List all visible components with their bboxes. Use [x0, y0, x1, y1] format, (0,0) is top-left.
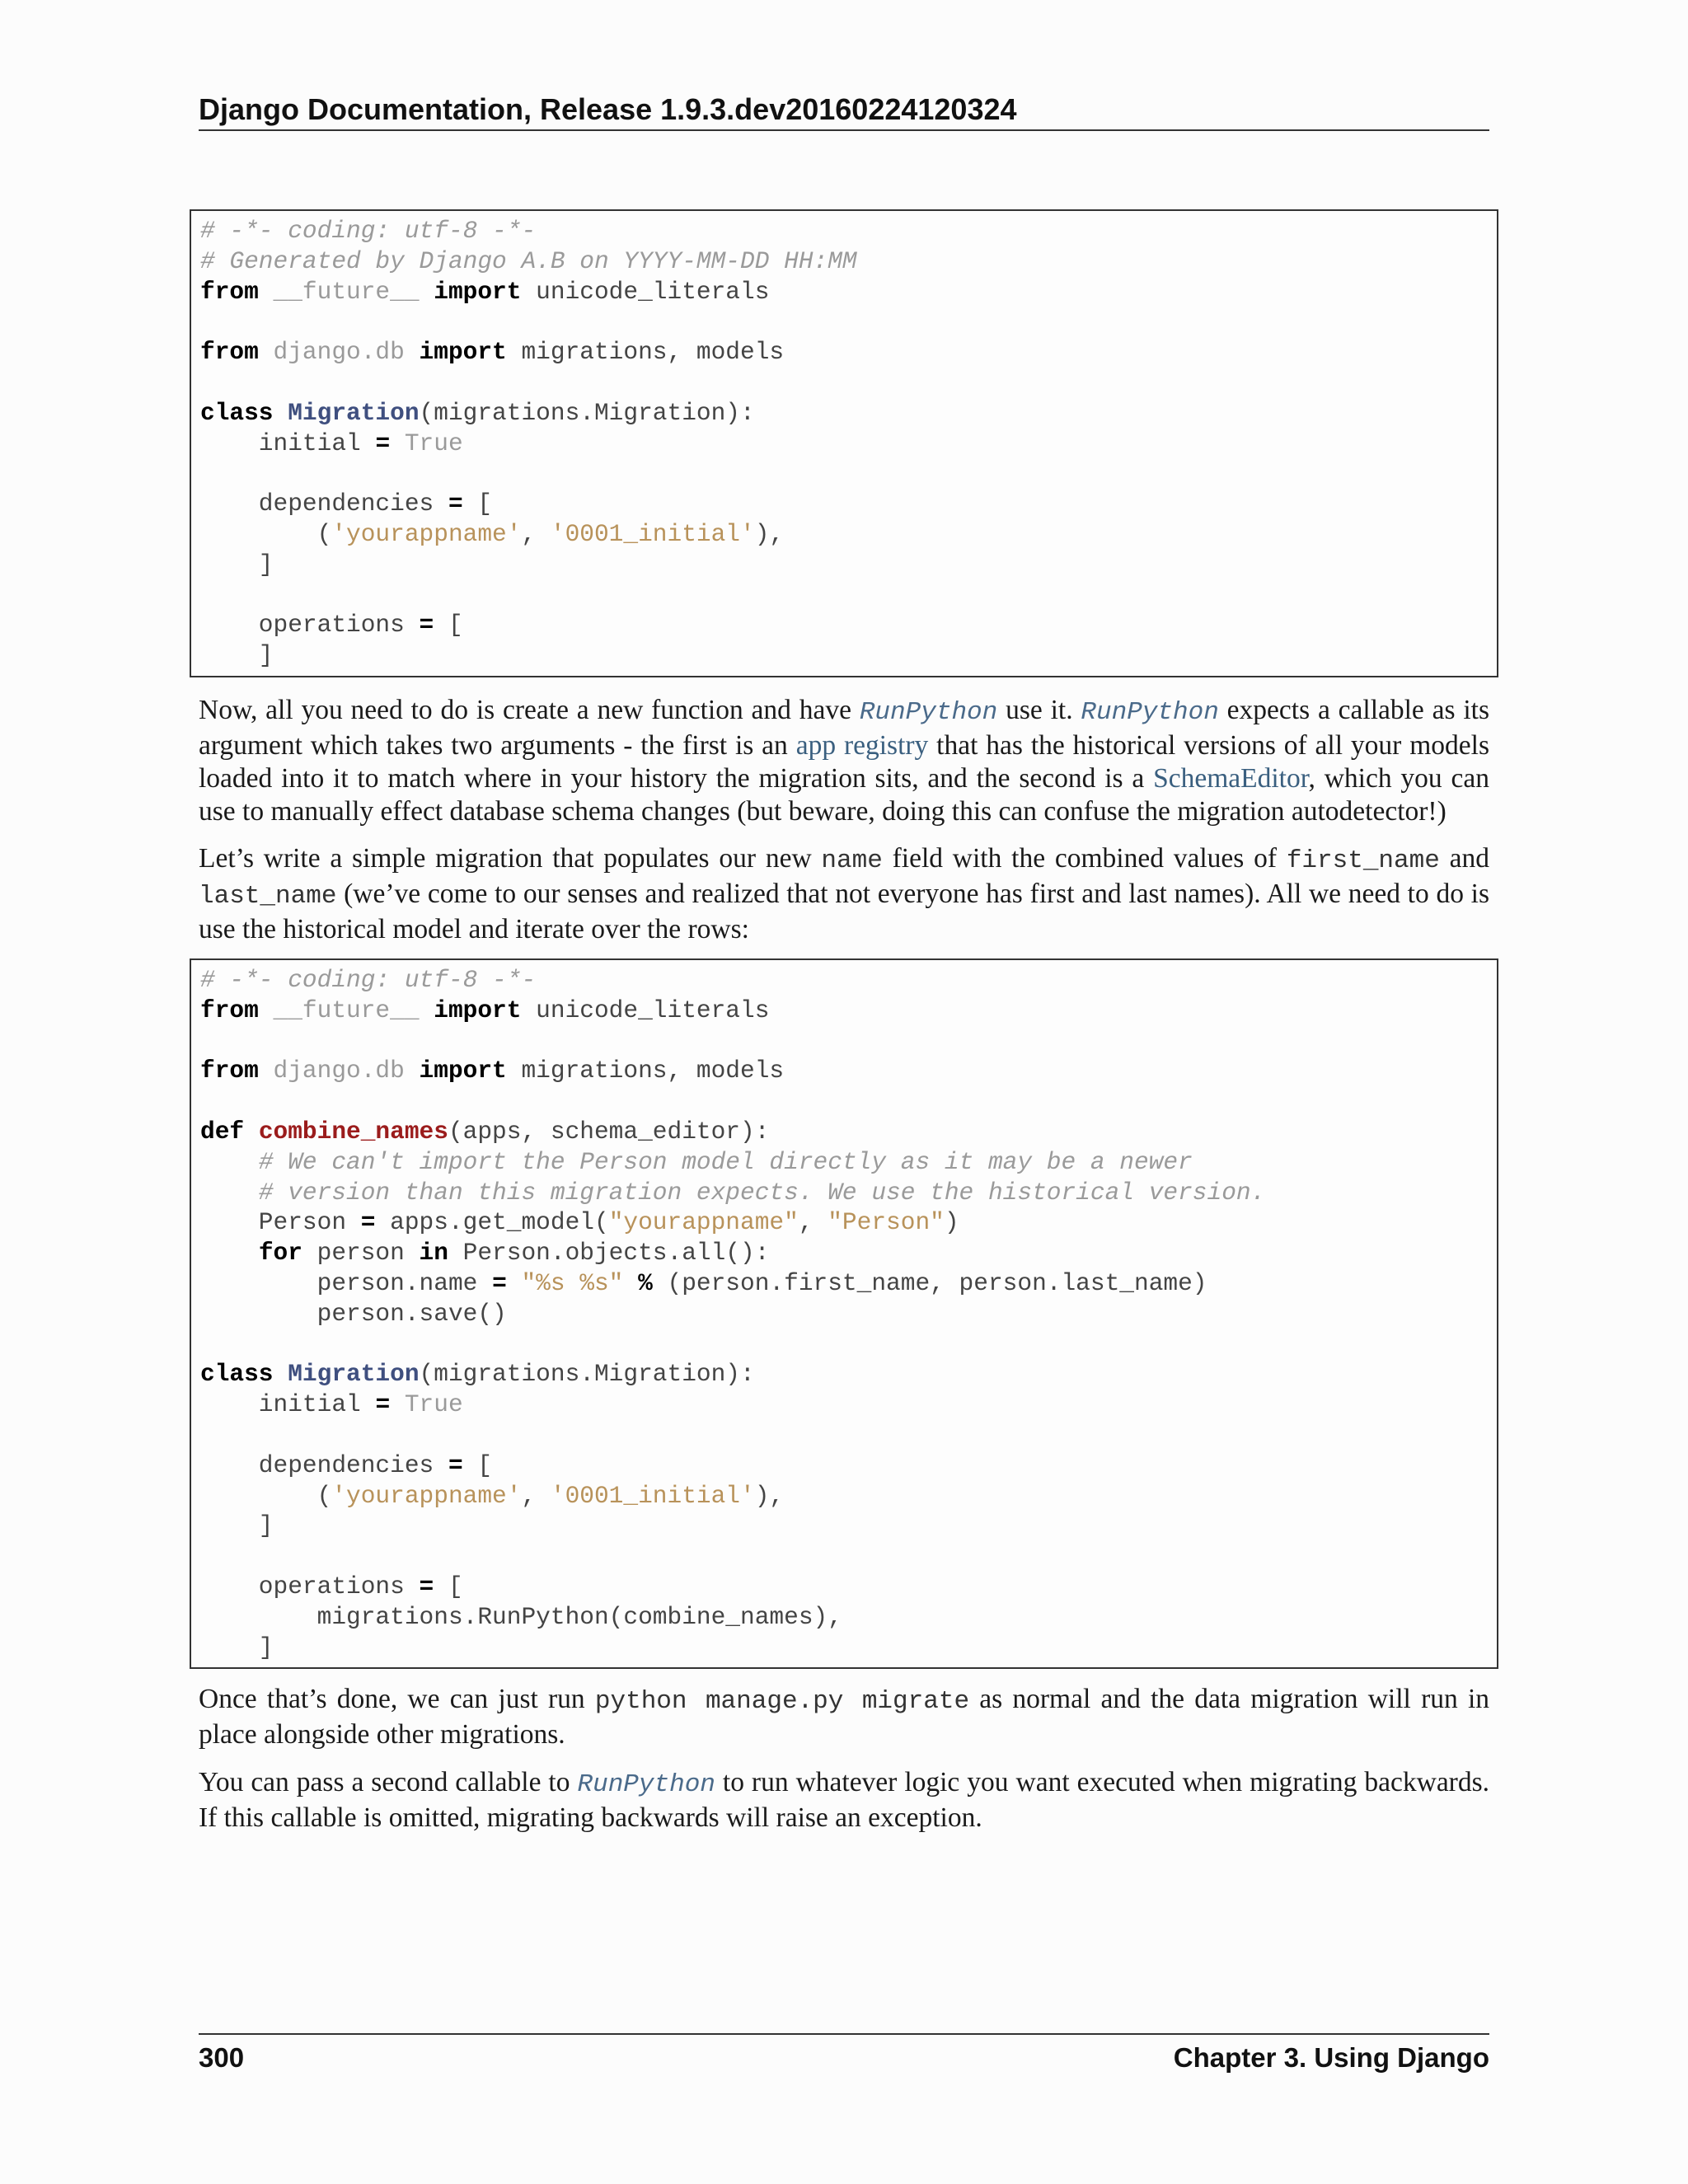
code-line — [200, 640, 1488, 671]
code-function-name: combine_names — [258, 1117, 448, 1146]
code-builtin: True — [404, 1390, 463, 1419]
paragraph-text: that has the historical versions of all your models loaded into it to match where in your history the migration sits, and the second is a — [199, 730, 1489, 794]
code-builtin: __future__ — [273, 996, 420, 1024]
code-keyword: = — [419, 611, 434, 640]
code-string: "%s %s" — [521, 1268, 624, 1297]
paragraph-text: field with the combined values of — [882, 843, 1287, 874]
code-line — [200, 1390, 1488, 1420]
code-text: dependencies — [200, 490, 448, 518]
chapter-title: Chapter 3. Using Django — [1173, 2042, 1489, 2073]
page-number: 300 — [199, 2042, 245, 2073]
code-text: person.save() — [200, 1299, 507, 1328]
code-string: 'yourappname' — [331, 519, 522, 548]
code-text: , — [521, 519, 551, 548]
code-text: [ — [462, 1451, 493, 1479]
code-text: operations — [200, 611, 420, 640]
code-text: Person.objects.all(): — [448, 1239, 770, 1268]
code-string: '0001_initial' — [550, 1481, 755, 1510]
code-text — [390, 1390, 405, 1418]
code-text — [507, 1269, 522, 1297]
paragraph-text: and — [1439, 843, 1489, 874]
code-line — [200, 337, 1488, 368]
code-text — [200, 1148, 259, 1176]
code-text: ] — [200, 1511, 274, 1540]
code-text: person — [302, 1239, 420, 1268]
code-text: operations — [200, 1572, 420, 1601]
code-text — [259, 278, 274, 306]
code-comment: # We can't import the Person model directly as it may be a newer — [258, 1147, 1193, 1176]
code-string: "Person" — [828, 1208, 945, 1237]
code-text: initial — [200, 429, 376, 457]
code-keyword: % — [638, 1268, 653, 1297]
code-text — [200, 1179, 259, 1207]
code-text: initial — [200, 1390, 376, 1419]
code-keyword: = — [448, 1451, 463, 1479]
paragraph-text: (we’ve come to our senses and realized that not everyone has first and last names). All we need to do is use the historical model and iterate over the rows: — [199, 879, 1489, 944]
code-keyword: = — [375, 1390, 391, 1419]
code-line — [200, 246, 1488, 277]
code-line — [200, 1026, 1488, 1057]
code-text: ), — [754, 519, 785, 548]
paragraph-text: , which you can use to manually effect database schema changes (but beware, doing this can confuse the migration autodetector!) — [199, 763, 1489, 827]
code-text: migrations.RunPython(combine_names), — [200, 1602, 842, 1631]
code-text: (person.first_name, person.last_name) — [652, 1268, 1207, 1297]
code-line — [200, 1268, 1488, 1299]
code-keyword: from — [200, 277, 259, 306]
code-keyword: = — [419, 1572, 434, 1601]
code-keyword: = — [360, 1208, 376, 1237]
code-line — [200, 458, 1488, 489]
code-line — [200, 1420, 1488, 1451]
code-line — [200, 216, 1488, 246]
code-text — [405, 1057, 420, 1085]
code-text: (migrations.Migration): — [419, 1360, 755, 1389]
code-block-migration-template — [190, 209, 1498, 677]
paragraph-text: use it. — [997, 695, 1081, 725]
code-line — [200, 580, 1488, 611]
code-text — [259, 996, 274, 1024]
code-text: , — [798, 1208, 828, 1237]
code-keyword: = — [492, 1268, 507, 1297]
inline-code: last_name — [199, 882, 337, 911]
code-keyword: class — [200, 1360, 274, 1389]
code-text — [259, 338, 274, 366]
code-line — [200, 1572, 1488, 1602]
header-rule — [199, 129, 1489, 131]
runpython-xref-link[interactable]: RunPython — [859, 698, 998, 727]
paragraph-simple-migration — [199, 842, 1489, 946]
paragraph-text: Now, all you need to do is create a new function and have — [199, 695, 860, 725]
doc-link[interactable]: app registry — [795, 730, 929, 761]
code-text — [200, 1239, 259, 1267]
code-line — [200, 277, 1488, 307]
paragraph-runpython-intro — [199, 694, 1489, 828]
code-line — [200, 996, 1488, 1026]
code-line — [200, 1086, 1488, 1117]
code-line — [200, 550, 1488, 580]
code-line — [200, 1633, 1488, 1663]
code-keyword: from — [200, 996, 259, 1024]
code-text: migrations, models — [506, 338, 785, 367]
code-line — [200, 429, 1488, 459]
code-text: person.name — [200, 1268, 493, 1297]
code-line — [200, 368, 1488, 398]
code-text: ] — [200, 1633, 274, 1661]
code-builtin: __future__ — [273, 277, 420, 306]
code-text — [405, 338, 420, 366]
code-text: ( — [200, 1481, 332, 1510]
code-line — [200, 489, 1488, 519]
paragraph-text: expects a callable as its argument which takes two arguments - the first is an — [199, 695, 1490, 761]
document-header-title: Django Documentation, Release 1.9.3.dev20160224120324 — [199, 92, 1017, 126]
doc-link[interactable]: SchemaEditor — [1153, 763, 1309, 794]
code-text — [420, 996, 434, 1024]
code-line — [200, 1056, 1488, 1086]
code-comment: # -*- coding: utf-8 -*- — [200, 966, 537, 994]
code-keyword: for — [258, 1239, 302, 1268]
code-line — [200, 1359, 1488, 1390]
code-line — [200, 1481, 1488, 1511]
code-keyword: in — [419, 1239, 448, 1268]
code-line — [200, 307, 1488, 337]
code-text: (migrations.Migration): — [419, 398, 755, 427]
code-line — [200, 1299, 1488, 1329]
code-line — [200, 1238, 1488, 1268]
paragraph-text: Let’s write a simple migration that populates our new — [199, 843, 822, 874]
code-line — [200, 1329, 1488, 1360]
code-keyword: = — [448, 490, 463, 518]
code-text: , — [521, 1481, 551, 1510]
code-text — [390, 429, 405, 457]
paragraph-text: to run whatever logic you want executed when migrating backwards. If this callable is omitted, migrating backwards will raise an exception. — [199, 1767, 1490, 1833]
footer-rule — [199, 2033, 1489, 2035]
code-keyword: import — [419, 1057, 507, 1085]
code-keyword: class — [200, 398, 274, 427]
code-keyword: from — [200, 1057, 259, 1085]
code-text — [420, 278, 434, 306]
code-text: [ — [434, 611, 463, 640]
code-text: ] — [200, 550, 274, 579]
code-string: "yourappname" — [608, 1208, 799, 1237]
code-text — [259, 1057, 274, 1085]
code-builtin: django.db — [273, 338, 405, 367]
code-text: [ — [434, 1572, 463, 1601]
code-text: ), — [754, 1481, 785, 1510]
code-keyword: import — [434, 996, 522, 1024]
code-string: '0001_initial' — [550, 519, 755, 548]
code-line — [200, 1117, 1488, 1147]
code-line — [200, 965, 1488, 996]
code-text: ( — [200, 519, 332, 548]
code-line — [200, 519, 1488, 550]
code-keyword: def — [200, 1117, 245, 1146]
code-text: unicode_literals — [521, 996, 770, 1024]
code-text: dependencies — [200, 1451, 448, 1479]
code-text: Person — [200, 1208, 361, 1237]
code-keyword: from — [200, 338, 259, 367]
code-line — [200, 1147, 1488, 1178]
code-keyword: = — [375, 429, 391, 457]
paragraph-reverse-callable — [199, 1766, 1489, 1835]
code-line — [200, 1207, 1488, 1238]
code-text: (apps, schema_editor): — [448, 1117, 770, 1146]
code-comment: # -*- coding: utf-8 -*- — [200, 217, 537, 245]
code-line — [200, 1541, 1488, 1572]
code-class-name: Migration — [288, 1360, 420, 1389]
code-block-combine-names — [190, 958, 1498, 1669]
code-text: apps.get_model( — [375, 1208, 609, 1237]
code-line — [200, 1451, 1488, 1481]
inline-code: python manage.py migrate — [594, 1687, 970, 1716]
code-text: ) — [944, 1208, 959, 1237]
inline-code: name — [821, 846, 883, 875]
code-text: ] — [200, 641, 274, 670]
code-line — [200, 610, 1488, 640]
code-keyword: import — [434, 277, 522, 306]
code-keyword: import — [419, 338, 507, 367]
paragraph-text: You can pass a second callable to — [199, 1767, 578, 1797]
code-line — [200, 398, 1488, 429]
runpython-xref-link[interactable]: RunPython — [577, 1770, 715, 1799]
paragraph-text: Once that’s done, we can just run — [199, 1684, 595, 1714]
paragraph-text: as normal and the data migration will run in place alongside other migrations. — [199, 1684, 1489, 1750]
paragraph-run-migrate — [199, 1683, 1489, 1751]
code-line — [200, 1511, 1488, 1541]
code-line — [200, 1602, 1488, 1633]
code-class-name: Migration — [288, 398, 420, 427]
code-builtin: True — [404, 429, 463, 457]
code-builtin: django.db — [273, 1057, 405, 1085]
code-comment: # Generated by Django A.B on YYYY-MM-DD HH:MM — [200, 246, 857, 275]
inline-code: first_name — [1286, 846, 1440, 875]
code-text: migrations, models — [506, 1057, 785, 1085]
code-text — [623, 1269, 638, 1297]
code-text: unicode_literals — [521, 277, 770, 306]
code-text — [274, 1360, 288, 1388]
code-string: 'yourappname' — [331, 1481, 522, 1510]
code-text — [244, 1118, 259, 1146]
code-line — [200, 1178, 1488, 1208]
code-text — [274, 399, 288, 427]
code-comment: # version than this migration expects. We use the historical version. — [258, 1178, 1266, 1207]
code-text: [ — [462, 490, 493, 518]
runpython-xref-link[interactable]: RunPython — [1081, 698, 1219, 727]
